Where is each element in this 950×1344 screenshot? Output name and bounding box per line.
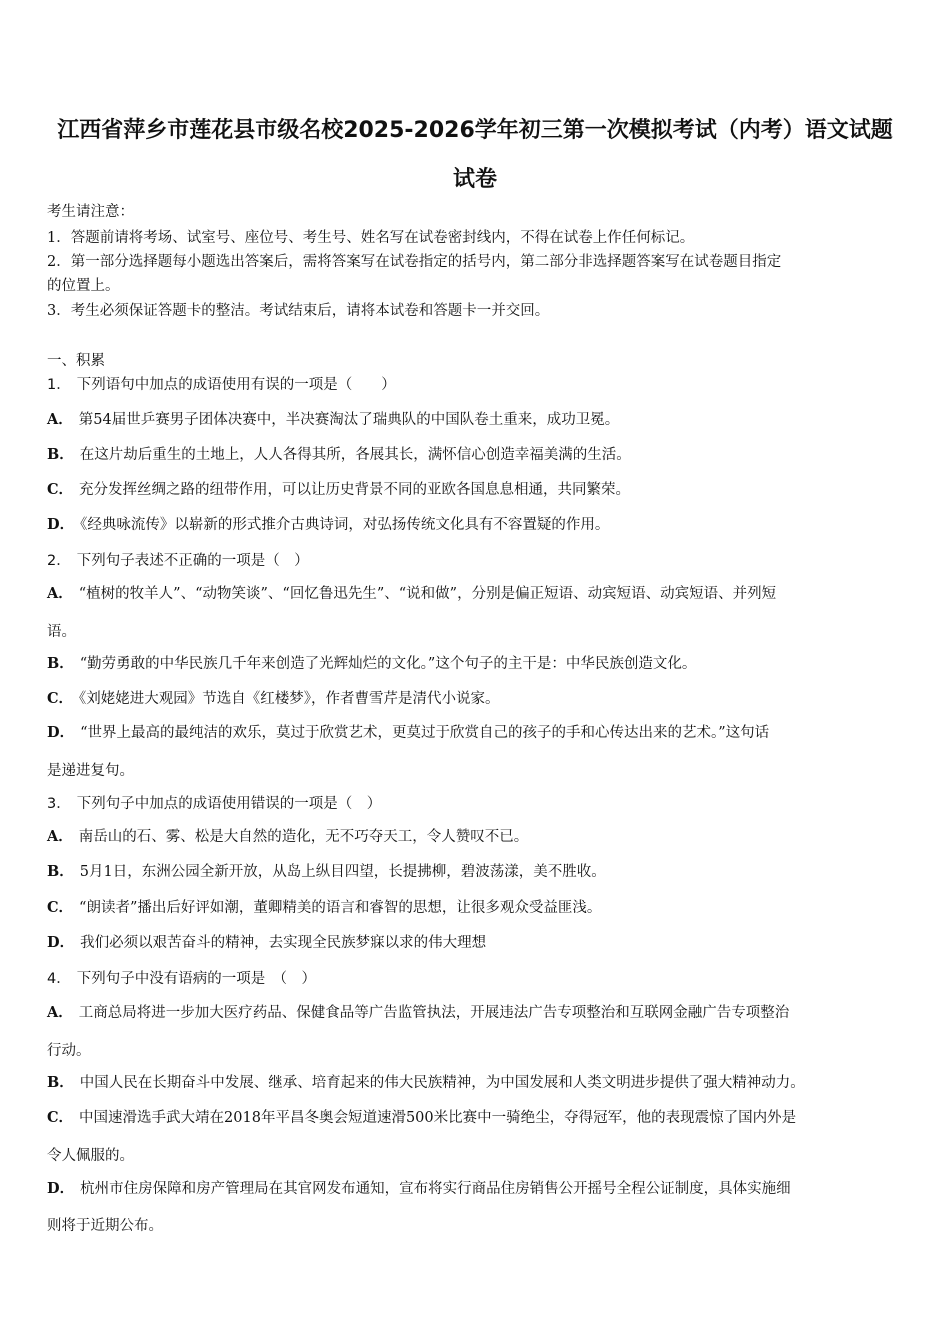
question-2-stem [47, 550, 907, 572]
option-key: B． [47, 1074, 74, 1091]
question-2-option-a-cont: 语。 [47, 624, 76, 640]
question-3-stem [47, 793, 907, 815]
option-text: 中国速滑选手武大靖在2018年平昌冬奥会短道速滑500米比赛中一骑绝尘，夺得冠军，他的表现震惊了国内外是 [79, 1110, 797, 1126]
question-4-option-c-cont: 令人佩服的。 [47, 1148, 134, 1164]
option-key: D． [47, 1180, 75, 1197]
question-3-option-a [47, 826, 907, 848]
option-key: B． [47, 655, 74, 672]
option-key: B． [47, 863, 74, 880]
option-text: 中国人民在长期奋斗中发展、继承、培育起来的伟大民族精神，为中国发展和人类文明进步提供了强大精神动力。 [79, 1075, 805, 1091]
question-1-option-c [47, 479, 907, 501]
notice-item: 的位置上。 [47, 278, 120, 294]
option-text: 在这片劫后重生的土地上，人人各得其所，各展其长，满怀信心创造幸福美满的生活。 [79, 447, 631, 463]
section-heading: 一、积累 [47, 353, 105, 369]
option-key: A． [47, 828, 73, 845]
question-1-option-a [47, 409, 907, 431]
notice-item: 1．答题前请将考场、试室号、座位号、考生号、姓名写在试卷密封线内，不得在试卷上作任何标记。 [47, 230, 695, 246]
question-4-option-a-cont: 行动。 [47, 1043, 91, 1059]
option-key: A． [47, 1004, 73, 1021]
option-key: A． [47, 411, 73, 428]
option-key: C． [47, 1109, 74, 1126]
option-text: 充分发挥丝绸之路的纽带作用，可以让历史背景不同的亚欧各国息息相通，共同繁荣。 [79, 482, 631, 498]
question-1-option-d [47, 514, 907, 536]
question-4-option-c [47, 1107, 907, 1129]
exam-title-line-1: 江西省萍乡市莲花县市级名校2025-2026学年初三第一次模拟考试（内考）语文试题 [57, 118, 893, 143]
option-text: 第54届世乒赛男子团体决赛中，半决赛淘汰了瑞典队的中国队卷土重来，成功卫冕。 [78, 412, 620, 428]
question-2-option-d [47, 722, 907, 744]
notice-item: 2．第一部分选择题每小题选出答案后，需将答案写在试卷指定的括号内，第二部分非选择题答案写在试卷题目指定 [47, 254, 782, 270]
option-key: D． [47, 934, 75, 951]
option-text: 5月1日，东洲公园全新开放，从岛上纵目四望，长提拂柳，碧波荡漾，美不胜收。 [79, 864, 606, 880]
option-key: D． [47, 724, 75, 741]
question-2-option-d-cont: 是递进复句。 [47, 763, 134, 779]
question-1-option-b [47, 444, 907, 466]
question-4-option-a [47, 1002, 907, 1024]
question-4-option-d [47, 1178, 907, 1200]
notice-item: 3．考生必须保证答题卡的整洁。考试结束后，请将本试卷和答题卡一并交回。 [47, 303, 550, 319]
option-text: 《刘姥姥进大观园》节选自《红楼梦》，作者曹雪芹是清代小说家。 [79, 691, 500, 707]
option-text: “朗读者”播出后好评如潮，董卿精美的语言和睿智的思想，让很多观众受益匪浅。 [79, 900, 602, 916]
option-text: 杭州市住房保障和房产管理局在其官网发布通知，宣布将实行商品住房销售公开摇号全程公证制度，具体实施细 [80, 1181, 791, 1197]
option-key: D． [47, 516, 75, 533]
option-text: “勤劳勇敢的中华民族几千年来创造了光辉灿烂的文化。”这个句子的主干是：中华民族创造文化。 [79, 656, 697, 672]
question-number: 3． [47, 796, 71, 812]
question-2-option-a [47, 583, 907, 605]
question-number: 2． [47, 553, 71, 569]
option-text: 南岳山的石、雾、松是大自然的造化，无不巧夺天工，令人赞叹不已。 [78, 829, 529, 845]
exam-title-line-2: 试卷 [452, 167, 497, 192]
question-3-option-c [47, 897, 907, 919]
question-1-stem [47, 374, 907, 396]
option-text: “世界上最高的最纯洁的欢乐，莫过于欣赏艺术，更莫过于欣赏自己的孩子的手和心传达出来的艺术。”这句话 [80, 725, 770, 741]
option-text: 我们必须以艰苦奋斗的精神，去实现全民族梦寐以求的伟大理想 [80, 935, 487, 951]
question-number: 4． [47, 971, 71, 987]
question-4-stem [47, 968, 907, 990]
option-key: A． [47, 585, 73, 602]
question-2-option-b [47, 653, 907, 675]
option-key: C． [47, 690, 74, 707]
option-key: C． [47, 899, 74, 916]
question-text: 下列语句中加点的成语使用有误的一项是（ ） [76, 377, 396, 393]
question-4-option-d-cont: 则将于近期公布。 [47, 1218, 163, 1234]
question-number: 1． [47, 377, 71, 393]
question-4-option-b [47, 1072, 907, 1094]
option-text: 《经典咏流传》以崭新的形式推介古典诗词，对弘扬传统文化具有不容置疑的作用。 [80, 517, 610, 533]
notice-heading: 考生请注意： [47, 204, 134, 220]
question-2-option-c [47, 688, 907, 710]
question-3-option-d [47, 932, 907, 954]
option-text: “植树的牧羊人”、“动物笑谈”、“回忆鲁迅先生”、“说和做”，分别是偏正短语、动宾短语、动宾短语、并列短 [78, 586, 777, 602]
option-text: 工商总局将进一步加大医疗药品、保健食品等广告监管执法，开展违法广告专项整治和互联网金融广告专项整治 [78, 1005, 790, 1021]
question-text: 下列句子表述不正确的一项是（ ） [76, 553, 309, 569]
question-text: 下列句子中加点的成语使用错误的一项是（ ） [76, 796, 382, 812]
question-3-option-b [47, 861, 907, 883]
option-key: C． [47, 481, 74, 498]
question-text: 下列句子中没有语病的一项是 （ ） [76, 971, 316, 987]
option-key: B． [47, 446, 74, 463]
